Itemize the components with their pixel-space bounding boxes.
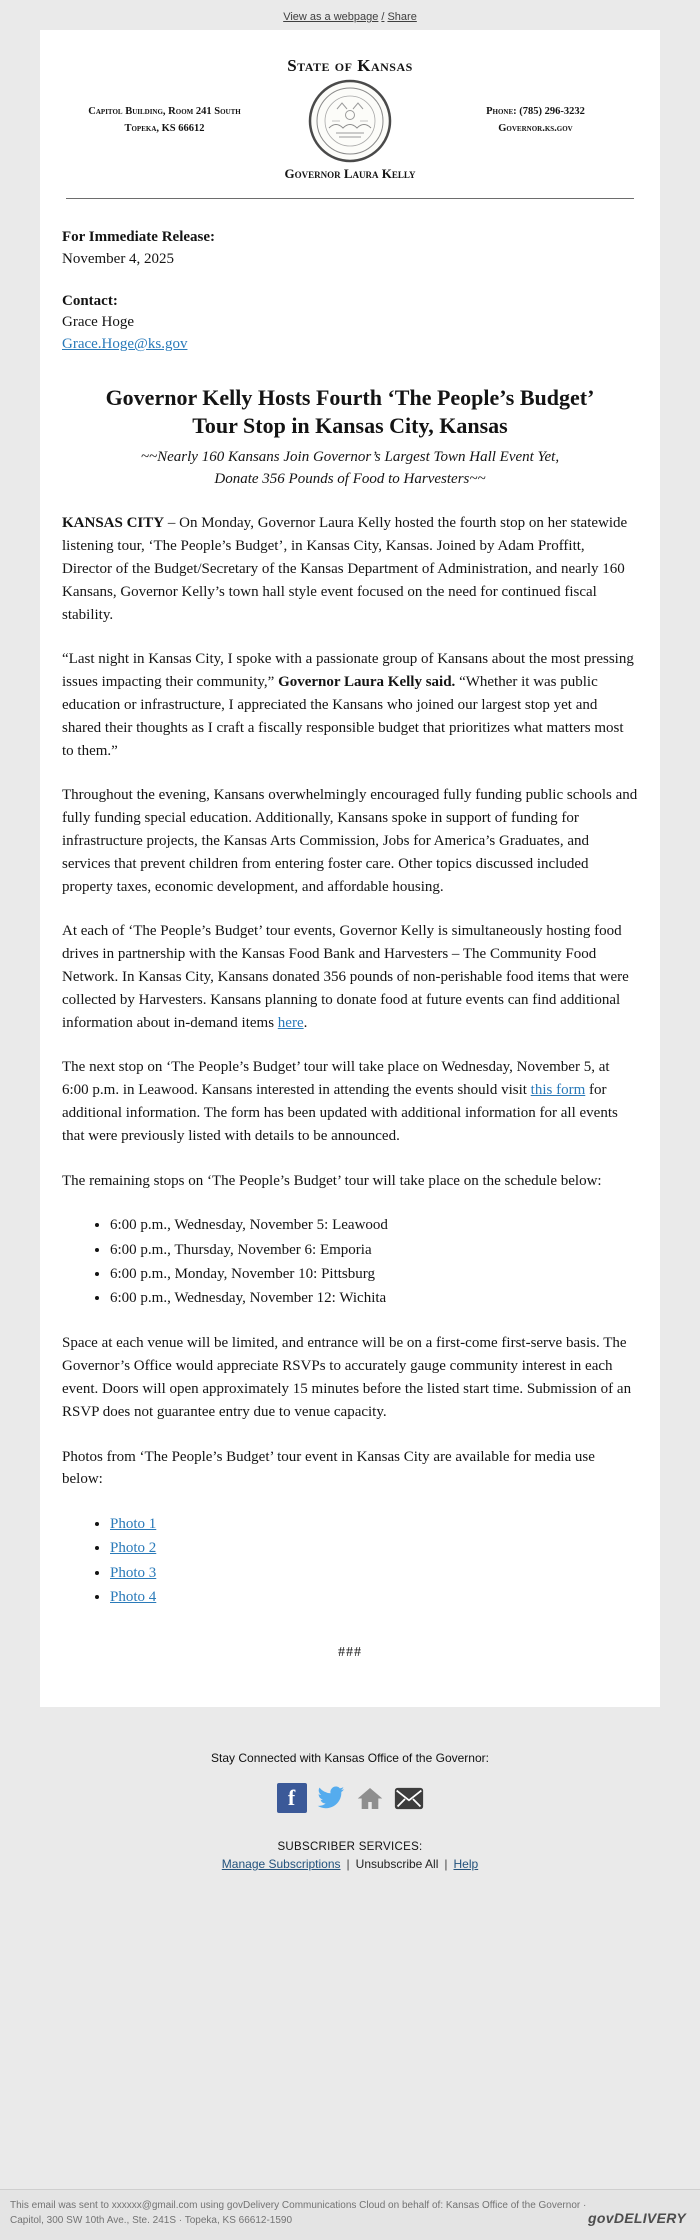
paragraph-5-text-1: The next stop on ‘The People’s Budget’ tour will take place on Wednesday, November 5, at 6:00 p.m. in Leawood. Kansans interested in attending the events should visit (62, 1059, 610, 1099)
photo-2-link[interactable]: Photo 2 (110, 1540, 157, 1557)
subscriber-links (0, 1857, 700, 1871)
dateline: KANSAS CITY (62, 515, 165, 532)
photo-4-link[interactable]: Photo 4 (110, 1588, 157, 1605)
webview-bar (0, 0, 700, 30)
kansas-state-seal-icon (307, 78, 393, 164)
paragraph-5-text-2: for additional information. The form has been updated with additional information for all events that were previously listed with details to be announced. (62, 1082, 618, 1144)
paragraph-3: Throughout the evening, Kansans overwhelmingly encouraged fully funding public schools and fully funding special education. Additionally, Kansans spoke in support of funding for infrastructure projects, the Kansas Arts Commission, Jobs for America’s Graduates, and services that prevent children from entering foster care. Other topics discussed included property taxes, economic development, and affordable housing. (62, 787, 638, 895)
paragraph-4-text: At each of ‘The People’s Budget’ tour events, Governor Kelly is simultaneously hosting food drives in partnership with the Kansas Food Bank and Harvesters – The Community Food Network. In Kansas City, Kansans donated 356 pounds of non-perishable food items that were collected by Harvesters. Kansans planning to donate food at future events can find additional information about in-demand items (62, 923, 629, 1031)
view-webpage-link[interactable]: View as a webpage (283, 11, 379, 23)
schedule-item: • 6:00 p.m., Thursday, November 6: Emporia (110, 1239, 638, 1262)
governor-name: Governor Laura Kelly (284, 166, 416, 181)
share-link[interactable]: Share (387, 11, 417, 23)
address-line-2: Topeka, KS 66612 (124, 123, 205, 134)
help-link[interactable]: Help (453, 1857, 479, 1872)
contact-label: Contact: (62, 292, 118, 309)
subscriber-services-heading: SUBSCRIBER SERVICES: (277, 1841, 423, 1854)
paragraph-7: Space at each venue will be limited, and entrance will be on a first-come first-serve basis. The Governor’s Office would appreciate RSVPs to accurately gauge community interest in each event. Doors will open approximately 15 minutes before the listed start time. Submission of an RSVP does not guarantee entry due to venue capacity. (62, 1335, 632, 1420)
contact-email-link[interactable]: Grace.Hoge@ks.gov (62, 336, 188, 352)
photo-list-item (110, 1513, 638, 1536)
twitter-icon[interactable] (316, 1783, 346, 1813)
press-release-subheadline: ~~Nearly 160 Kansans Join Governor’s Largest Town Hall Event Yet, Donate 356 Pounds of Food to Harvesters~~ (140, 448, 560, 487)
end-of-release-marker: ### (338, 1645, 362, 1661)
phone-line: Phone: (785) 296-3232 (486, 106, 585, 118)
office-contact (433, 104, 638, 138)
stay-connected-text: Stay Connected with Kansas Office of the Governor: (211, 1751, 489, 1766)
paragraph-6: The remaining stops on ‘The People’s Budget’ tour will take place on the schedule below: (62, 1172, 602, 1189)
quote-part-2: “Whether it was public education or infrastructure, I appreciated the Kansans who joined our largest stop yet and shared their thoughts as I craft a fiscally responsible budget that prioritizes what matters most to them.” (62, 674, 624, 759)
photo-list-item (110, 1537, 638, 1560)
paragraph-4-period: . (303, 1014, 308, 1031)
paragraph-2 (62, 648, 638, 762)
links-divider: | (444, 1857, 448, 1872)
tour-schedule-list (62, 1214, 638, 1310)
release-info (62, 227, 638, 356)
unsubscribe-all[interactable]: Unsubscribe All (355, 1857, 439, 1872)
release-date: November 4, 2025 (62, 250, 175, 267)
photo-list-item (110, 1562, 638, 1585)
quote-part-1: “Last night in Kansas City, I spoke with a passionate group of Kansans about the most pressing issues impacting their community,” (62, 651, 634, 691)
paragraph-4 (62, 920, 638, 1034)
quote-attribution: Governor Laura Kelly said. (278, 674, 456, 691)
letterhead (62, 56, 638, 199)
manage-subscriptions-link[interactable]: Manage Subscriptions (221, 1857, 341, 1872)
website-line: Governor.ks.gov (498, 123, 573, 134)
contact-name: Grace Hoge (62, 314, 135, 331)
paragraph-8: Photos from ‘The People’s Budget’ tour event in Kansas City are available for media use below: (62, 1448, 595, 1488)
links-divider: | (346, 1857, 350, 1872)
social-icons-row (0, 1783, 700, 1813)
photo-list-item (110, 1586, 638, 1609)
rsvp-form-link[interactable]: this form (530, 1082, 586, 1099)
fine-print-strip (0, 2189, 700, 2240)
govdelivery-logo: govDELIVERY (588, 2209, 686, 2226)
photo-links-list (62, 1513, 638, 1609)
webview-separator: / (381, 11, 385, 23)
paragraph-1-text: – On Monday, Governor Laura Kelly hosted the fourth stop on her statewide listening tour, ‘The People’s Budget’, in Kansas City, Kansas. Joined by Adam Proffitt, Director of the Budget/Secretary of the Kansas Department of Administration, and nearly 160 Kansans, Governor Kelly’s town hall style event focused on the need for continued fiscal stability. (62, 515, 628, 623)
letterhead-divider (66, 198, 634, 199)
press-release-headline: Governor Kelly Hosts Fourth ‘The People’s Budget’ Tour Stop in Kansas City, Kansas (105, 384, 595, 439)
address-line-1: Capitol Building, Room 241 South (88, 106, 241, 118)
email-body-card (40, 30, 660, 1707)
paragraph-1 (62, 512, 638, 626)
in-demand-items-link[interactable]: here (277, 1014, 304, 1031)
schedule-item: • 6:00 p.m., Wednesday, November 5: Leawood (110, 1214, 638, 1237)
state-name: State of Kansas (287, 56, 413, 75)
paragraph-5 (62, 1056, 638, 1147)
schedule-item: • 6:00 p.m., Wednesday, November 12: Wichita (110, 1287, 638, 1310)
facebook-icon[interactable]: f (277, 1783, 307, 1813)
capitol-address (62, 104, 267, 138)
email-icon[interactable] (394, 1783, 424, 1813)
release-label: For Immediate Release: (62, 229, 216, 245)
home-icon[interactable] (355, 1783, 385, 1813)
photo-1-link[interactable]: Photo 1 (110, 1516, 157, 1533)
fine-print-text: This email was sent to xxxxxx@gmail.com using govDelivery Communications Cloud on behalf of: Kansas Office of the Governor · Capitol, 300 SW 10th Ave., Ste. 241S · Topeka, KS 66612-1590 (10, 2200, 587, 2226)
schedule-item: • 6:00 p.m., Monday, November 10: Pittsburg (110, 1263, 638, 1286)
footer-spacer (0, 1871, 700, 2189)
email-footer (0, 1707, 700, 2240)
photo-3-link[interactable]: Photo 3 (110, 1564, 157, 1581)
